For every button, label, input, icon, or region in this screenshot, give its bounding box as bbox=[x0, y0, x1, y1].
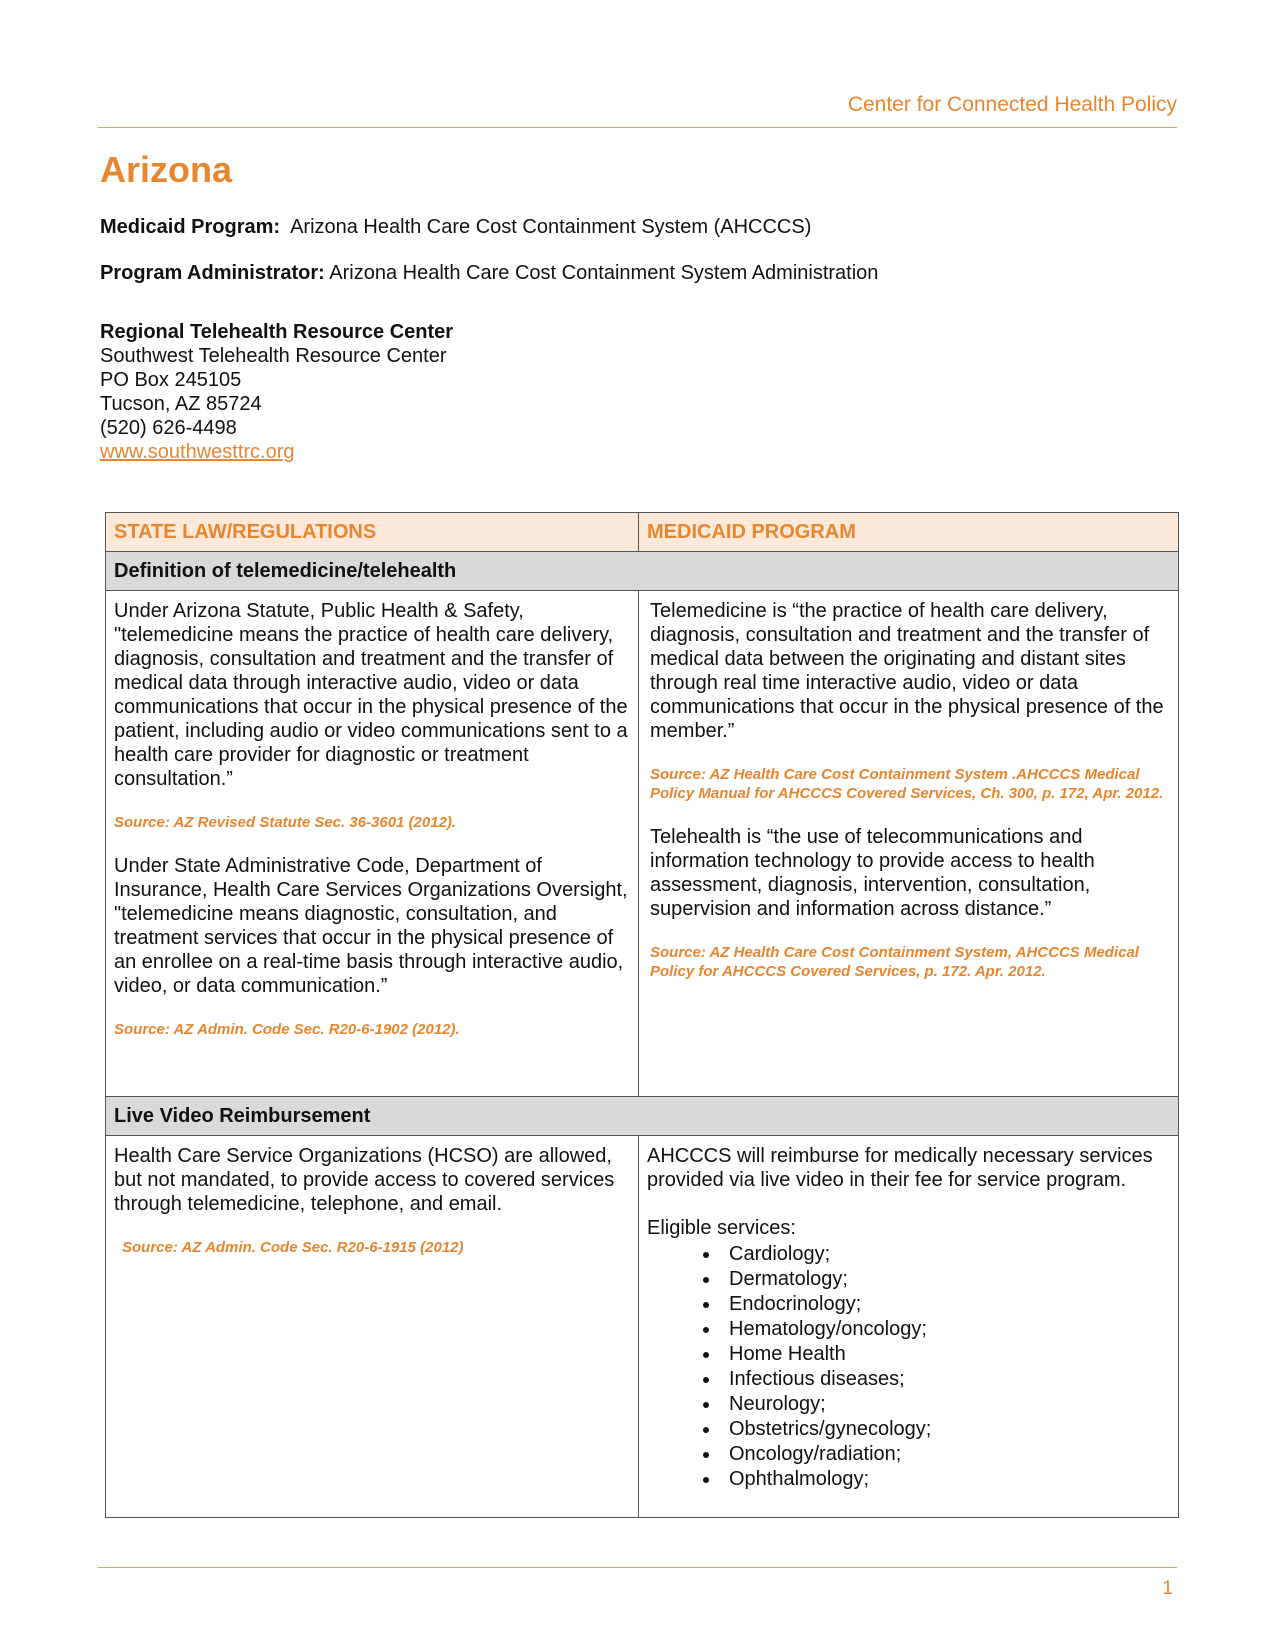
list-item: • Ophthalmology; bbox=[721, 1467, 1170, 1492]
medicaid-program-value: Arizona Health Care Cost Containment System (AHCCCS) bbox=[290, 216, 812, 238]
footer-divider bbox=[98, 1567, 1177, 1568]
list-item: • Home Health bbox=[721, 1342, 1170, 1367]
eligible-services-list bbox=[647, 1242, 1170, 1492]
live-video-medicaid-cell bbox=[639, 1136, 1179, 1518]
live-video-state-law-cell bbox=[106, 1136, 639, 1518]
program-administrator-label: Program Administrator: bbox=[100, 262, 325, 284]
resource-center-address-line1: PO Box 245105 bbox=[100, 369, 242, 391]
resource-center-heading: Regional Telehealth Resource Center bbox=[100, 321, 454, 343]
program-administrator-line bbox=[100, 261, 878, 285]
definition-admin-code-text: Under State Administrative Code, Department of Insurance, Health Care Services Organizations Oversight, "telemedicine means diagnostic, consultation, and treatment services that occur in the physical presence of an enrollee on a real-time basis through interactive audio, video, or data communication.” bbox=[114, 855, 628, 997]
resource-center-block bbox=[100, 320, 453, 464]
resource-center-website-link[interactable]: www.southwesttrc.org bbox=[100, 441, 295, 463]
program-administrator-value: Arizona Health Care Cost Containment System Administration bbox=[329, 262, 879, 284]
live-video-ahcccs-text: AHCCCS will reimburse for medically necessary services provided via live video in their fee for service program. bbox=[647, 1145, 1153, 1191]
list-item: • Endocrinology; bbox=[721, 1292, 1170, 1317]
definition-medicaid-cell bbox=[639, 591, 1179, 1097]
header-org-name: Center for Connected Health Policy bbox=[847, 93, 1177, 116]
definition-state-statute-text: Under Arizona Statute, Public Health & Safety, "telemedicine means the practice of health care delivery, diagnosis, consultation and treatment and the transfer of medical data through interactive audio, video or data communications that occur in the physical presence of the patient, including audio or video communications sent to a health care provider for diagnostic or treatment consultation.” bbox=[114, 600, 628, 790]
list-item: • Neurology; bbox=[721, 1392, 1170, 1417]
definition-telehealth-text: Telehealth is “the use of telecommunications and information technology to provide access to health assessment, diagnosis, intervention, consultation, supervision and information across distance.” bbox=[650, 826, 1095, 920]
list-item: • Oncology/radiation; bbox=[721, 1442, 1170, 1467]
list-item: • Dermatology; bbox=[721, 1267, 1170, 1292]
definition-telehealth-source: Source: AZ Health Care Cost Containment System, AHCCCS Medical Policy for AHCCCS Covered Services, p. 172. Apr. 2012. bbox=[650, 944, 1139, 980]
column-header-medicaid: MEDICAID PROGRAM bbox=[639, 513, 1179, 552]
resource-center-address-line2: Tucson, AZ 85724 bbox=[100, 393, 262, 415]
header-divider bbox=[98, 127, 1177, 128]
eligible-services-label: Eligible services: bbox=[647, 1217, 796, 1239]
policy-table bbox=[105, 512, 1179, 1518]
resource-center-name: Southwest Telehealth Resource Center bbox=[100, 345, 447, 367]
page-title: Arizona bbox=[100, 149, 233, 190]
page-number: 1 bbox=[1162, 1578, 1173, 1599]
live-video-hcso-source: Source: AZ Admin. Code Sec. R20-6-1915 (2012) bbox=[122, 1239, 464, 1256]
list-item: • Obstetrics/gynecology; bbox=[721, 1417, 1170, 1442]
column-header-state-law: STATE LAW/REGULATIONS bbox=[106, 513, 639, 552]
section-heading-live-video: Live Video Reimbursement bbox=[106, 1097, 1179, 1136]
section-heading-definition: Definition of telemedicine/telehealth bbox=[106, 552, 1179, 591]
definition-admin-code-source: Source: AZ Admin. Code Sec. R20-6-1902 (2012). bbox=[114, 1021, 460, 1038]
definition-telemedicine-text: Telemedicine is “the practice of health care delivery, diagnosis, consultation and treatment and the transfer of medical data between the originating and distant sites through real time interactive audio, video or data communications that occur in the physical presence of the member.” bbox=[650, 600, 1164, 742]
definition-state-statute-source: Source: AZ Revised Statute Sec. 36-3601 (2012). bbox=[114, 814, 457, 831]
list-item: • Infectious diseases; bbox=[721, 1367, 1170, 1392]
list-item: • Hematology/oncology; bbox=[721, 1317, 1170, 1342]
list-item: • Cardiology; bbox=[721, 1242, 1170, 1267]
definition-state-law-cell bbox=[106, 591, 639, 1097]
medicaid-program-label: Medicaid Program: bbox=[100, 216, 281, 238]
resource-center-phone: (520) 626-4498 bbox=[100, 417, 237, 439]
definition-telemedicine-source: Source: AZ Health Care Cost Containment System .AHCCCS Medical Policy Manual for AHCCCS Covered Services, Ch. 300, p. 172, Apr. 2012. bbox=[650, 766, 1164, 802]
medicaid-program-line bbox=[100, 215, 811, 239]
live-video-hcso-text: Health Care Service Organizations (HCSO) are allowed, but not mandated, to provide access to covered services through telemedicine, telephone, and email. bbox=[114, 1145, 615, 1215]
